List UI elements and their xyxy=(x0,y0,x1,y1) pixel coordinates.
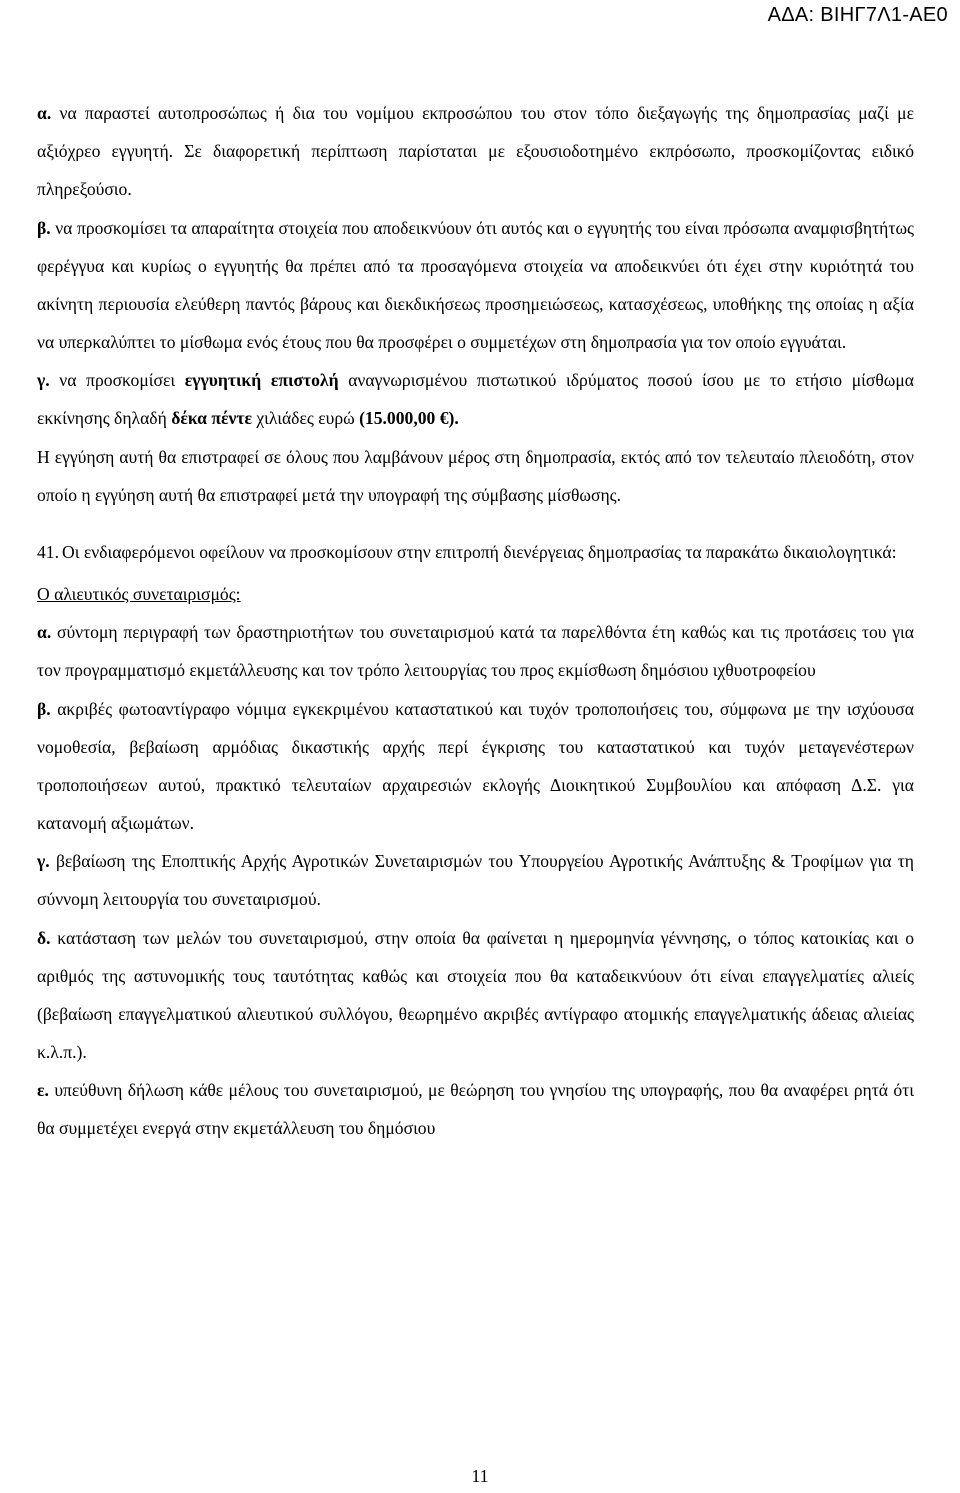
spacer xyxy=(37,514,914,533)
item-label: α. xyxy=(37,103,52,123)
item-a-representation xyxy=(37,94,914,209)
item-label: β. xyxy=(37,217,51,238)
item-text: αναγνωρισμένου πιστωτικού ιδρύματος ποσού ίσου με το ετήσιο μίσθωμα εκκίνησης δηλαδή xyxy=(37,370,914,429)
guarantee-return-paragraph: Η εγγύηση αυτή θα επιστραφεί σε όλους που λαμβάνουν μέρος στη δημοπρασία, εκτός από τον τελευταίο πλειοδότη, στον οποίο η εγγύηση αυτή θα επιστραφεί μετά την υπογραφή της σύμβασης μίσθωσης. xyxy=(37,446,914,505)
item-text: ακριβές φωτοαντίγραφο νόμιμα εγκεκριμένου καταστατικού και τυχόν τροποποιήσεις του, σύμφωνα με την ισχύουσα νομοθεσία, βεβαίωση αρμόδιας δικαστικής αρχής περί έγκρισης του καταστατικού και τυχόν μεταγενέστερων τροποποιήσεων αυτού, πρακτικό τελευταίων αρχαιρεσιών εκλογής Διοικητικού Συμβουλίου και απόφαση Δ.Σ. για κατανομή αξιωμάτων. xyxy=(37,698,914,834)
item-b-solvency xyxy=(37,209,914,362)
item-label: α. xyxy=(37,622,52,643)
item-c-guarantee-letter xyxy=(37,361,914,437)
page-number: 11 xyxy=(471,1466,489,1486)
cooperative-heading: Ο αλιευτικός συνεταιρισμός: xyxy=(37,584,241,605)
coop-item-e xyxy=(37,1071,914,1147)
coop-item-d xyxy=(37,919,914,1072)
item-label: δ. xyxy=(37,927,51,948)
section-41 xyxy=(37,533,914,571)
document-code: ΑΔΑ: ΒΙΗΓ7Λ1-ΑΕ0 xyxy=(767,4,948,26)
coop-item-c xyxy=(37,842,914,918)
item-text: σύντομη περιγραφή των δραστηριοτήτων του συνεταιρισμού κατά τα παρελθόντα έτη καθώς και τις προτάσεις του για τον προγραμματισμό εκμετάλλευσης και τον τρόπο λειτουργίας του προς εκμίσθωση δημόσιου ιχθυοτροφείου xyxy=(37,622,914,681)
item-text: να προσκομίσει xyxy=(49,370,185,391)
item-text: να προσκομίσει τα απαραίτητα στοιχεία που αποδεικνύουν ότι αυτός και ο εγγυητής του είναι πρόσωπα αναμφισβητήτως φερέγγυα και κυρίως ο εγγυητής θα πρέπει από τα προσαγόμενα στοιχεία να αποδεικνύει ότι έχει στην κυριότητά του ακίνητη περιουσία ελεύθερη παντός βάρους και διεκδικήσεως προσημειώσεως, κατασχέσεως, υποθήκης της οποίας η αξία να υπερκαλύπτει το μίσθωμα ενός έτους που θα προσφέρει ο συμμετέχων στη δημοπρασία για τον οποίο εγγυάται. xyxy=(37,217,914,353)
item-label: γ. xyxy=(37,370,50,391)
item-text: βεβαίωση της Εποπτικής Αρχής Αγροτικών Συνεταιρισμών του Υπουργείου Αγροτικής Ανάπτυξης & Τροφίμων για τη σύννομη λειτουργία του συνεταιρισμού. xyxy=(37,851,914,910)
document-body xyxy=(37,94,914,1148)
item-label: γ. xyxy=(37,851,50,872)
emphasis-guarantee-letter: εγγυητική επιστολή xyxy=(184,370,339,391)
coop-item-b xyxy=(37,690,914,843)
emphasis-amount-figures: (15.000,00 €). xyxy=(359,408,459,429)
item-text: χιλιάδες ευρώ xyxy=(251,408,360,429)
item-text: υπεύθυνη δήλωση κάθε μέλους του συνεταιρισμού, με θεώρηση του γνησίου της υπογραφής, που θα αναφέρει ρητά ότι θα συμμετέχει ενεργά στην εκμετάλλευση του δημόσιου xyxy=(37,1080,914,1139)
item-label: β. xyxy=(37,698,51,719)
section-number: 41. xyxy=(37,541,59,562)
section-text: Οι ενδιαφερόμενοι οφείλουν να προσκομίσουν στην επιτροπή διενέργειας δημοπρασίας τα παρακάτω δικαιολογητικά: xyxy=(62,541,897,562)
item-text: να παραστεί αυτοπροσώπως ή δια του νομίμου εκπροσώπου του στον τόπο διεξαγωγής της δημοπρασίας μαζί με αξιόχρεο εγγυητή. Σε διαφορετική περίπτωση παρίσταται με εξουσιοδοτημένο εκπρόσωπο, προσκομίζοντας ειδικό πληρεξούσιο. xyxy=(37,103,914,200)
item-text: κατάσταση των μελών του συνεταιρισμού, στην οποία θα φαίνεται η ημερομηνία γέννησης, ο τόπος κατοικίας και ο αριθμός της αστυνομικής τους ταυτότητας καθώς και στοιχεία που θα καταδεικνύουν ότι είναι επαγγελματίες αλιείς (βεβαίωση επαγγελματικού αλιευτικού συλλόγου, θεωρημένο ακριβές αντίγραφο ατομικής επαγγελματικής άδειας αλιείας κ.λ.π.). xyxy=(37,927,914,1063)
item-label: ε. xyxy=(37,1080,49,1101)
coop-item-a xyxy=(37,613,914,689)
emphasis-amount-words: δέκα πέντε xyxy=(171,408,252,429)
